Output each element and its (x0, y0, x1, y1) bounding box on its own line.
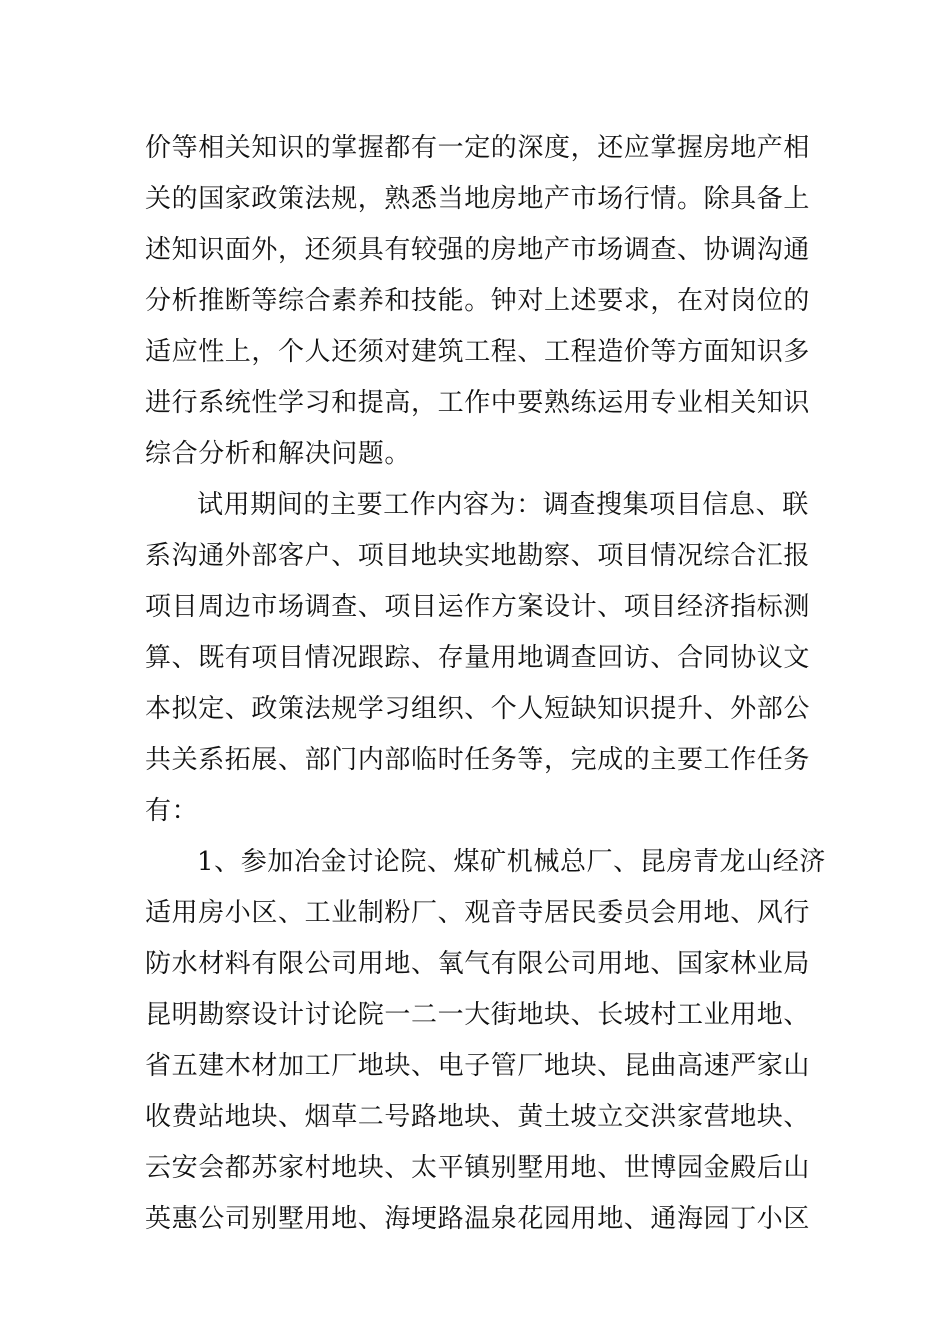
paragraph-3-line-5: 省五建木材加工厂地块、电子管厂地块、昆曲高速严家山 (145, 1051, 811, 1081)
paragraph-2-line-5: 本拟定、政策法规学习组织、个人短缺知识提升、外部公 (145, 694, 811, 724)
paragraph-1-line-4: 分析推断等综合素养和技能。钟对上述要求，在对岗位的 (145, 286, 811, 316)
paragraph-2-line-6: 共关系拓展、部门内部临时任务等，完成的主要工作任务 (145, 745, 811, 775)
paragraph-3-line-8: 英惠公司别墅用地、海埂路温泉花园用地、通海园丁小区 (145, 1204, 811, 1234)
paragraph-2-line-2: 系沟通外部客户、项目地块实地勘察、项目情况综合汇报 (145, 541, 811, 571)
paragraph-3-line-3: 防水材料有限公司用地、氧气有限公司用地、国家林业局 (145, 949, 811, 979)
paragraph-2-line-1: 试用期间的主要工作内容为：调查搜集项目信息、联 (197, 490, 809, 520)
paragraph-1-line-6: 进行系统性学习和提高，工作中要熟练运用专业相关知识 (145, 388, 811, 418)
paragraph-1-line-2: 关的国家政策法规，熟悉当地房地产市场行情。除具备上 (145, 184, 811, 214)
paragraph-3-line-4: 昆明勘察设计讨论院一二一大街地块、长坡村工业用地、 (145, 1000, 811, 1030)
paragraph-1-line-1: 价等相关知识的掌握都有一定的深度，还应掌握房地产相 (145, 133, 811, 163)
paragraph-2-line-7: 有： (145, 796, 199, 826)
paragraph-3-line-1: 1、参加冶金讨论院、煤矿机械总厂、昆房青龙山经济 (197, 847, 826, 877)
paragraph-1-line-3: 述知识面外，还须具有较强的房地产市场调查、协调沟通 (145, 235, 811, 265)
paragraph-3-line-7: 云安会都苏家村地块、太平镇别墅用地、世博园金殿后山 (145, 1153, 811, 1183)
paragraph-1-line-7: 综合分析和解决问题。 (145, 439, 412, 469)
paragraph-3-line-6: 收费站地块、烟草二号路地块、黄土坡立交洪家营地块、 (145, 1102, 811, 1132)
paragraph-2-line-3: 项目周边市场调查、项目运作方案设计、项目经济指标测 (145, 592, 811, 622)
paragraph-1-line-5: 适应性上，个人还须对建筑工程、工程造价等方面知识多 (145, 337, 811, 367)
paragraph-2-line-4: 算、既有项目情况跟踪、存量用地调查回访、合同协议文 (145, 643, 811, 673)
paragraph-3-line-2: 适用房小区、工业制粉厂、观音寺居民委员会用地、风行 (145, 898, 811, 928)
